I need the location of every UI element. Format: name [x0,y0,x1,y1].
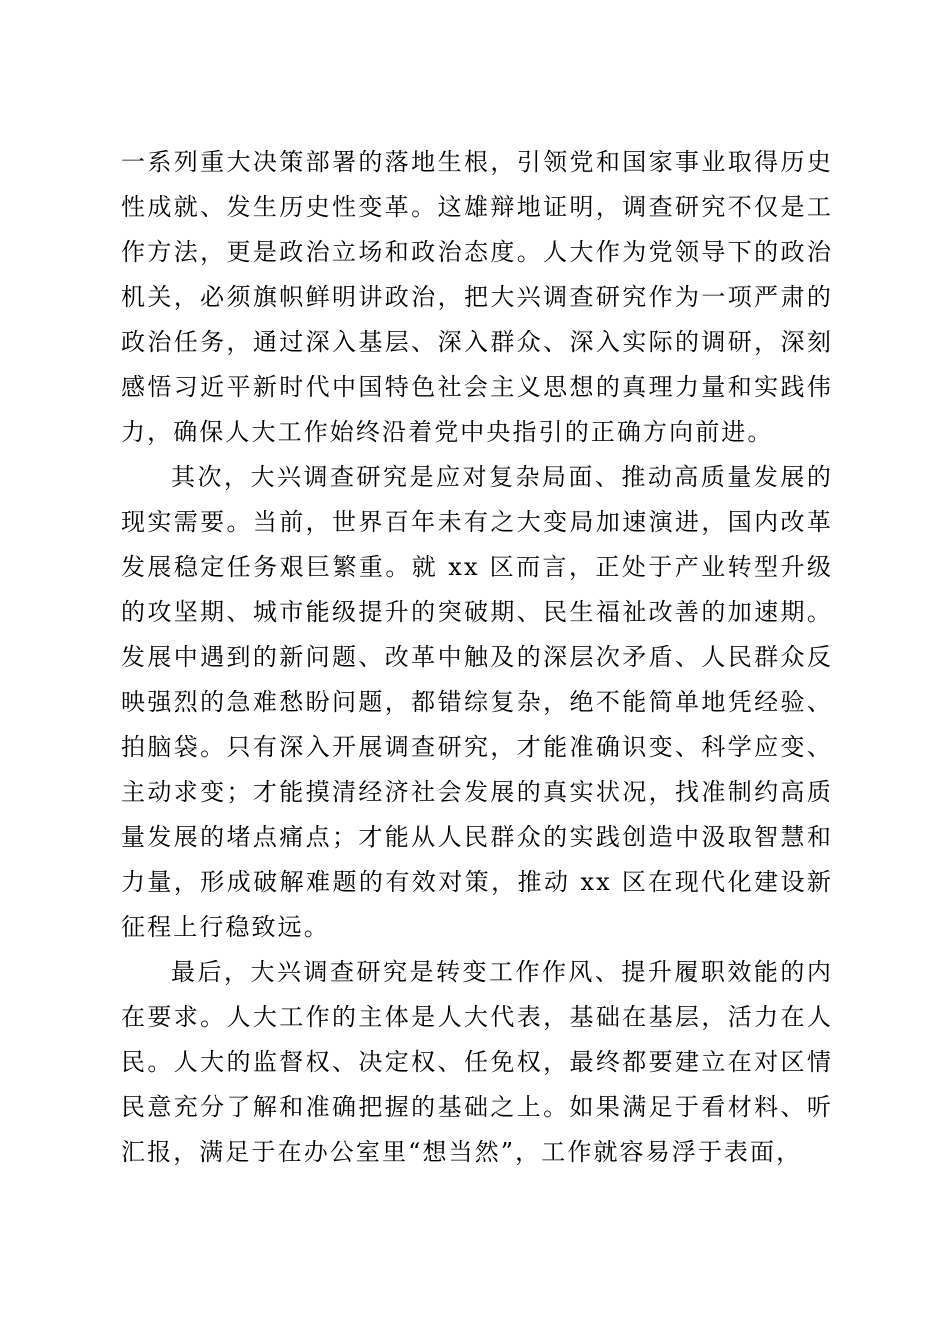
paragraph-secondly: 其次，大兴调查研究是应对复杂局面、推动高质量发展的现实需要。当前，世界百年未有之大变局加速演进，国内改革发展稳定任务艰巨繁重。就 xx 区而言，正处于产业转型升级的攻坚期、城市能级提升的突破期、民生福祉改善的加速期。发展中遇到的新问题、改革中触及的深层次矛盾、人民群众反映强烈的急难愁盼问题，都错综复杂，绝不能简单地凭经验、拍脑袋。只有深入开展调查研究，才能准确识变、科学应变、主动求变；才能摸清经济社会发展的真实状况，找准制约高质量发展的堵点痛点；才能从人民群众的实践创造中汲取智慧和力量，形成破解难题的有效对策，推动 xx 区在现代化建设新征程上行稳致远。 [121,463,833,941]
paragraph-finally: 最后，大兴调查研究是转变工作作风、提升履职效能的内在要求。人大工作的主体是人大代表，基础在基层，活力在人民。人大的监督权、决定权、任免权，最终都要建立在对区情民意充分了解和准确把握的基础之上。如果满足于看材料、听汇报，满足于在办公室里“想当然”，工作就容易浮于表面， [121,958,833,1166]
paragraph-continuation: 一系列重大决策部署的落地生根，引领党和国家事业取得历史性成就、发生历史性变革。这雄辩地证明，调查研究不仅是工作方法，更是政治立场和政治态度。人大作为党领导下的政治机关，必须旗帜鲜明讲政治，把大兴调查研究作为一项严肃的政治任务，通过深入基层、深入群众、深入实际的调研，深刻感悟习近平新时代中国特色社会主义思想的真理力量和实践伟力，确保人大工作始终沿着党中央指引的正确方向前进。 [121,148,833,446]
document-body [121,140,833,1175]
